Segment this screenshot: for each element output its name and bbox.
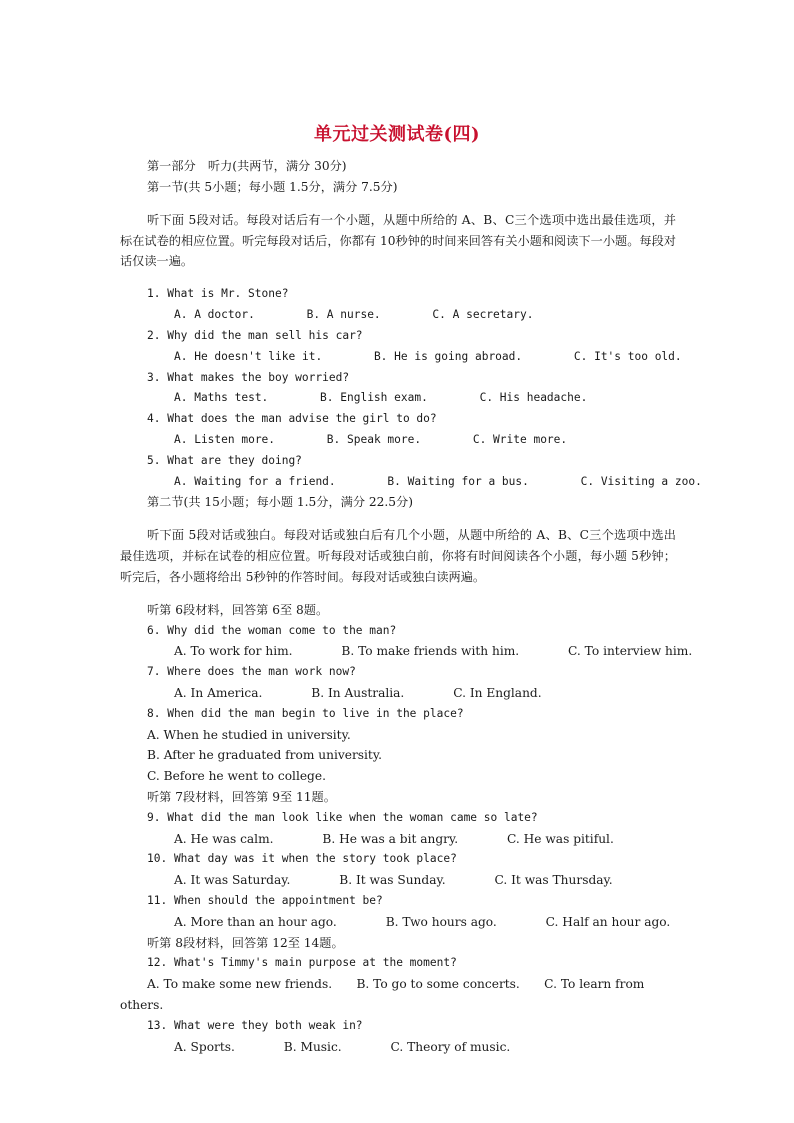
question-13-options <box>120 1037 676 1058</box>
question-11: 11. When should the appointment be? <box>147 894 383 908</box>
option-c: C. To interview him. <box>568 644 693 659</box>
section1-heading: 第一节(共 5小题；每小题 1.5分，满分 7.5分) <box>147 179 398 194</box>
question-2: 2. Why did the man sell his car? <box>147 328 363 342</box>
option-a: A. Waiting for a friend. <box>174 474 336 488</box>
option-a: A. Maths test. <box>174 391 269 405</box>
option-c: C. He was pitiful. <box>507 831 614 846</box>
option-b: B. Two hours ago. <box>385 914 497 929</box>
option-c: C. Theory of music. <box>390 1039 511 1054</box>
question-8: 8. When did the man begin to live in the place? <box>147 706 464 720</box>
part1-heading: 第一部分 听力(共两节，满分 30分) <box>147 159 347 173</box>
question-12-continuation: others. <box>120 998 164 1013</box>
question-9: 9. What did the man look like when the woman came so late? <box>147 810 538 824</box>
option-a: A. In America. <box>174 686 263 701</box>
option-a: A. More than an hour ago. <box>174 914 337 929</box>
option-a: A. Sports. <box>174 1039 235 1054</box>
question-8-option-c: C. Before he went to college. <box>147 769 326 784</box>
option-a: A. He doesn't like it. <box>174 349 323 363</box>
option-c: C. Write more. <box>472 432 568 446</box>
option-b: B. In Australia. <box>311 686 405 701</box>
question-10: 10. What day was it when the story took place? <box>147 852 457 866</box>
question-5-options <box>120 472 702 493</box>
question-1: 1. What is Mr. Stone? <box>147 287 289 301</box>
question-1-options <box>120 305 676 326</box>
option-c: C. His headache. <box>479 391 588 405</box>
option-b: B. English exam. <box>320 391 428 405</box>
option-c: C. In England. <box>453 686 542 701</box>
option-a: A. He was calm. <box>174 831 274 846</box>
option-c: C. It's too old. <box>573 349 682 363</box>
option-c: C. Visiting a zoo. <box>580 474 702 488</box>
question-5: 5. What are they doing? <box>147 453 302 467</box>
question-4-options <box>120 430 676 451</box>
option-b: B. A nurse. <box>306 308 381 322</box>
option-b: B. Speak more. <box>326 432 422 446</box>
question-7-options <box>120 683 676 704</box>
option-b: B. He is going abroad. <box>373 349 523 363</box>
option-c: C. A secretary. <box>432 308 534 322</box>
question-9-options <box>120 829 676 850</box>
option-b: B. It was Sunday. <box>339 873 446 888</box>
question-8-option-b: B. After he graduated from university. <box>147 748 382 763</box>
material-8-note: 听第 8段材料，回答第 12至 14题。 <box>147 935 344 950</box>
question-3: 3. What makes the boy worried? <box>147 370 350 384</box>
document-body <box>120 156 702 1057</box>
option-b: B. To make friends with him. <box>341 644 520 659</box>
section1-instructions: 听下面 5段对话。每段对话后有一个小题，从题中所给的 A、B、C三个选项中选出最佳选项，并标在试卷的相应位置。听完每段对话后，你都有 10秒钟的时间来回答有关小题和阅读下一小题。每段对话仅读一遍。 <box>120 212 676 269</box>
question-3-options <box>120 388 676 409</box>
material-6-note: 听第 6段材料，回答第 6至 8题。 <box>147 602 329 617</box>
question-4: 4. What does the man advise the girl to do? <box>147 412 437 426</box>
question-6-options <box>120 641 693 662</box>
question-7: 7. Where does the man work now? <box>147 665 356 679</box>
option-c: C. It was Thursday. <box>494 873 613 888</box>
option-b: B. Music. <box>283 1039 342 1054</box>
option-a: A. It was Saturday. <box>174 873 291 888</box>
option-a: A. To work for him. <box>174 644 293 659</box>
question-10-options <box>120 870 676 891</box>
question-11-options <box>120 912 676 933</box>
document-title: 单元过关测试卷(四) <box>313 124 481 145</box>
question-6: 6. Why did the woman come to the man? <box>147 623 397 637</box>
option-a: A. A doctor. <box>174 308 255 322</box>
option-b: B. Waiting for a bus. <box>387 474 529 488</box>
question-8-option-a: A. When he studied in university. <box>147 727 351 742</box>
question-12-options: A. To make some new friends. B. To go to some concerts. C. To learn from <box>147 977 645 992</box>
section2-heading: 第二节(共 15小题；每小题 1.5分，满分 22.5分) <box>147 495 413 510</box>
question-2-options <box>120 347 682 368</box>
option-c: C. Half an hour ago. <box>545 914 671 929</box>
option-a: A. Listen more. <box>174 432 276 446</box>
question-13: 13. What were they both weak in? <box>147 1018 363 1032</box>
material-7-note: 听第 7段材料，回答第 9至 11题。 <box>147 790 336 805</box>
question-12: 12. What's Timmy's main purpose at the moment? <box>147 956 457 970</box>
section2-instructions: 听下面 5段对话或独白。每段对话或独白后有几个小题，从题中所给的 A、B、C三个选项中选出最佳选项，并标在试卷的相应位置。听每段对话或独白前，你将有时间阅读各个小题，每小题 5秒钟；听完后，各小题将给出 5秒钟的作答时间。每段对话或独白读两遍。 <box>120 528 676 584</box>
option-b: B. He was a bit angry. <box>322 831 459 846</box>
